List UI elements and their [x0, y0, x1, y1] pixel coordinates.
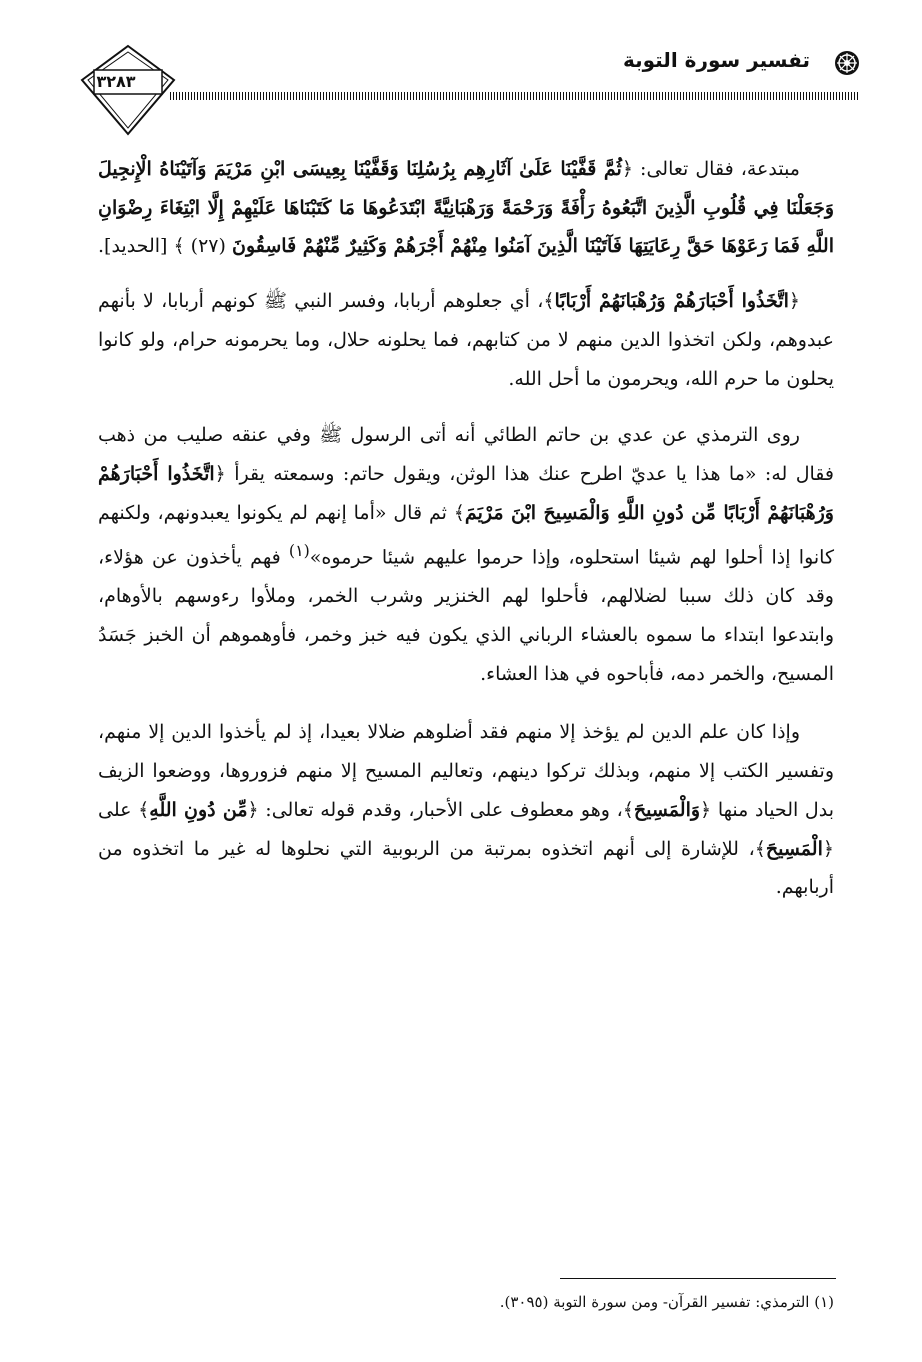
quran-word: مِّن دُونِ اللَّهِ [149, 798, 248, 821]
page-number: ٣٢٨٣ [96, 72, 136, 91]
quran-bracket: ﴿ [788, 290, 801, 313]
text-run: ، أي جعلوهم أربابا، وفسر النبي ﷺ كونهم أربابا، لا بأنهم عبدوهم، ولكن اتخذوا الدين منهم لا من كتابهم، فما يحلونه حلال، وما يحرمونه حرام، ولو كانوا يحلون ما حرم الله، ويحرمون ما أحل الله. [98, 290, 834, 390]
paragraph-4 [98, 713, 834, 907]
quran-bracket: ﴿ [247, 798, 259, 821]
quran-bracket: ﴿ [621, 158, 633, 180]
quran-bracket: ﴿ [822, 837, 834, 860]
quran-bracket: ﴾ [622, 798, 634, 821]
quran-word: الْمَسِيحَ [765, 837, 823, 860]
running-head-title: تفسير سورة التوبة [622, 48, 810, 72]
quran-bracket: ﴾ [173, 235, 185, 258]
quran-bracket: ﴾ [543, 290, 555, 313]
quran-verse: ثُمَّ قَفَّيْنَا عَلَىٰ آثَارِهِم بِرُسُلِنَا وَقَفَّيْنَا بِعِيسَى ابْنِ مَرْيَمَ وَآتَيْنَاهُ الْإِنجِيلَ وَجَعَلْنَا فِي قُلُوبِ الَّذِينَ اتَّبَعُوهُ رَأْفَةً وَرَحْمَةً وَرَهْبَانِيَّةً ابْتَدَعُوهَا مَا كَتَبْنَاهَا عَلَيْهِمْ إِلَّا ابْتِغَاءَ رِضْوَانِ اللَّهِ فَمَا رَعَوْهَا حَقَّ رِعَايَتِهَا فَآتَيْنَا الَّذِينَ آمَنُوا مِنْهُمْ أَجْرَهُمْ وَكَثِيرٌ مِّنْهُمْ فَاسِقُونَ [98, 158, 834, 258]
text-run: ، للإشارة إلى أنهم اتخذوه بمرتبة من الربوبية التي نحلوها له غير ما اتخذوه من أربابهم. [98, 837, 834, 899]
text-run: [الحديد]. [98, 235, 174, 258]
quran-bracket: ﴾ [453, 501, 465, 524]
paragraph-2 [98, 282, 834, 398]
text-run: ، وهو معطوف على الأحبار، وقدم قوله تعالى: [258, 798, 623, 821]
quran-verse: اتَّخَذُوا أَحْبَارَهُمْ وَرُهْبَانَهُمْ أَرْبَابًا [554, 290, 789, 313]
text-run: روى الترمذي عن عدي بن حاتم الطائي أنه أتى الرسول ﷺ وفي عنقه صليب من ذهب فقال له: «ما هذا يا عديّ اطرح عنك هذا الوثن، ويقول حاتم: وسمعته يقرأ [98, 424, 834, 485]
text-run: على [98, 798, 139, 821]
verse-number: (٢٧) [190, 235, 226, 258]
quran-word: وَالْمَسِيحَ [633, 798, 701, 821]
rosette-ornament-icon [834, 50, 860, 76]
quran-bracket: ﴾ [138, 798, 150, 821]
header-rule [170, 92, 860, 100]
text-run: مبتدعة، فقال تعالى: [632, 158, 800, 180]
body-text [98, 150, 834, 907]
quran-bracket: ﴿ [214, 462, 226, 485]
footnote: (١) الترمذي: تفسير القرآن- ومن سورة التوبة (٣٠٩٥). [499, 1293, 834, 1311]
quran-verse: اتَّخَذُوا أَحْبَارَهُمْ وَرُهْبَانَهُمْ أَرْبَابًا مِّن دُونِ اللَّهِ وَالْمَسِيحَ ابْنَ مَرْيَمَ [98, 462, 834, 524]
paragraph-1 [98, 150, 834, 266]
paragraph-3 [98, 416, 834, 693]
text-run: وإذا كان علم الدين لم يؤخذ إلا منهم فقد أضلوهم ضلالا بعيدا، إذ لم يأخذوا الدين إلا منهم، وتفسير الكتب إلا منهم، وبذلك تركوا دينهم، وتعاليم المسيح إلا منهم فزوروها، ووضعوا الزيف بدل الحياد منها [98, 721, 834, 821]
page-header [60, 40, 860, 140]
text-run: فهم يأخذون عن هؤلاء، وقد كان ذلك سببا لضلالهم، فأحلوا لهم الخنزير وشرب الخمر، وملأوا رءوسهم بالأوهام، وابتدعوا ابتداء ما سموه بالعشاء الرباني الذي يكون فيه خبز وخمر، فأوهموهم أن الخبز جَسَدُ المسيح، والخمر دمه، فأباحوه في هذا العشاء. [98, 546, 834, 685]
footnote-divider [560, 1278, 836, 1279]
text-run: ثم قال «أما إنهم لم يكونوا يعبدونهم، ولكنهم كانوا إذا أحلوا لهم شيئا استحلوه، وإذا حرموا عليهم شيئا حرموه» [98, 501, 835, 569]
quran-bracket: ﴾ [754, 837, 766, 860]
quran-bracket: ﴿ [700, 798, 712, 821]
footnote-reference[interactable]: (١) [288, 541, 310, 561]
